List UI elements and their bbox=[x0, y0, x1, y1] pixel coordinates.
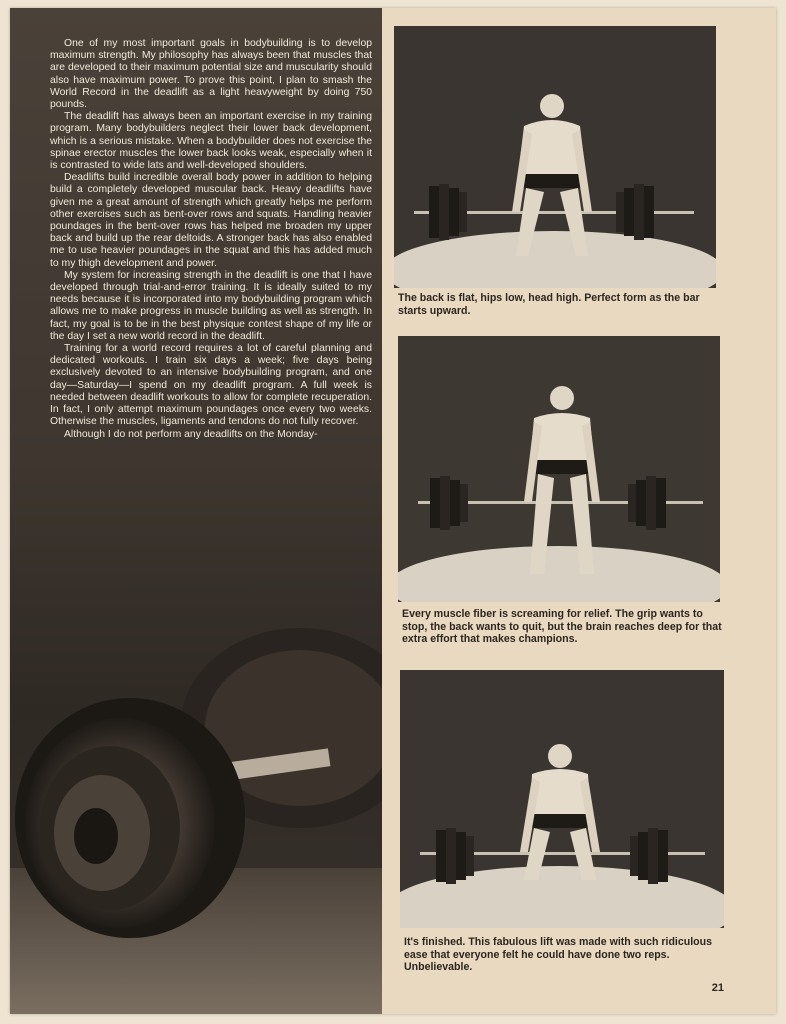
article-paragraph: One of my most important goals in bodybuilding is to develop maximum strength. My philosophy has always been that muscles that are developed to their maximum potential size and muscularity should also have maximum power. To prove this point, I plan to smash the World Record in the deadlift as a light heavyweight by doing 750 pounds. bbox=[50, 38, 372, 111]
article-paragraph: The deadlift has always been an important exercise in my training program. Many bodybuilders neglect their lower back development, which is a serious mistake. When a bodybuilder does not exercise the spinae erector muscles the lower back looks weak, especially when it is contrasted to wide lats and well-developed shoulders. bbox=[50, 111, 372, 172]
photo-caption: It's finished. This fabulous lift was made with such ridiculous ease that everyone felt he could have done two reps. Unbelievable. bbox=[404, 936, 713, 974]
deadlift-photo-start bbox=[394, 26, 716, 288]
deadlift-photo-finish bbox=[400, 670, 724, 928]
article-paragraph: Training for a world record requires a lot of careful planning and dedicated workouts. I train six days a week; five days being exclusively devoted to an intensive bodybuilding program, and one day—Saturday—I spend on my deadlift program. A full week is needed between deadlift workouts to allow for complete recuperation. In fact, I only attempt maximum poundages once every two weeks. Otherwise the muscles, ligaments and tendons do not fully recover. bbox=[50, 343, 372, 428]
article-text bbox=[50, 38, 372, 441]
article-paragraph: My system for increasing strength in the deadlift is one that I have developed through trial-and-error training. It is ideally suited to my needs because it is incorporated into my bodybuilding program which allows me to make progress in muscle building as well as strength. In fact, my goal is to be in the best physique contest shape of my life or the day I set a new world record in the deadlift. bbox=[50, 269, 372, 342]
article-paragraph: Deadlifts build incredible overall body power in addition to helping build a completely developed muscular back. Heavy deadlifts have given me a great amount of strength which greatly helps me perform other exercises such as bent-over rows and squats. Handling heavier poundages in the bent-over rows has helped me broaden my upper back and build up the rear deltoids. A stronger back has also enabled me to use heavier poundages in the squat and this has added much to my thigh development and power. bbox=[50, 172, 372, 269]
page-number: 21 bbox=[711, 982, 724, 994]
article-column bbox=[10, 8, 382, 1014]
barbell-plates-photo bbox=[10, 608, 382, 1014]
photo-caption: The back is flat, hips low, head high. Perfect form as the bar starts upward. bbox=[398, 292, 700, 317]
deadlift-photo-midlift bbox=[398, 336, 720, 602]
magazine-page bbox=[10, 8, 776, 1014]
photo-caption: Every muscle fiber is screaming for relief. The grip wants to stop, the back wants to quit, but the brain reaches deep for that extra effort that makes champions. bbox=[402, 608, 722, 646]
article-paragraph: Although I do not perform any deadlifts on the Monday- bbox=[64, 428, 318, 440]
